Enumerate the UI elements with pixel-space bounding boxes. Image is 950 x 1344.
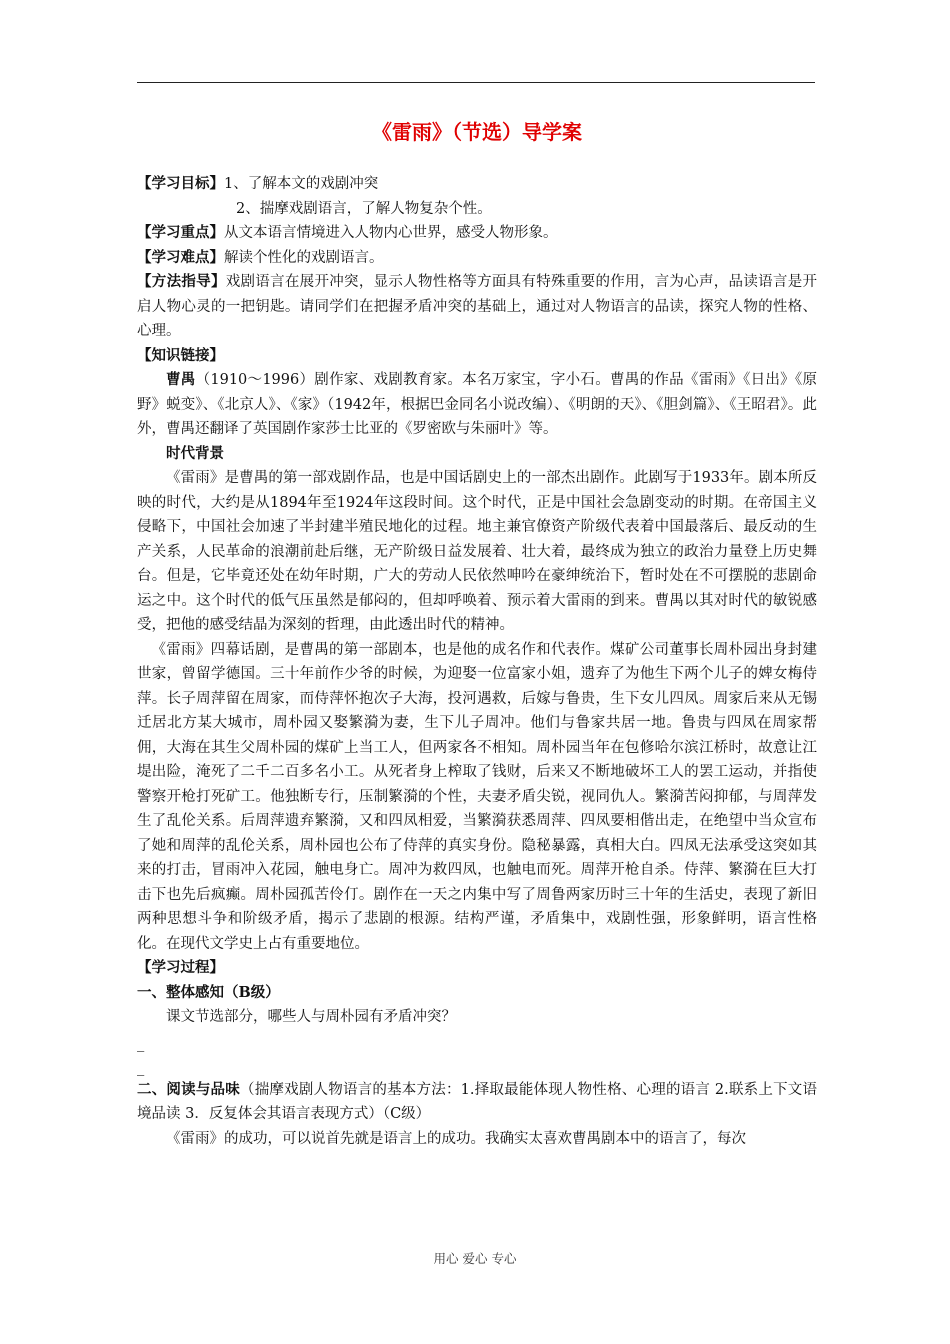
section2-title: 二、阅读与品味	[137, 1080, 240, 1098]
section2-text: （揣摩戏剧人物语言的基本方法：1.择取最能体现人物性格、心理的语言 2.联系上下文语境品读 3．反复体会其语言表现方式）（C级）	[137, 1081, 817, 1122]
method-text: 戏剧语言在展开冲突，显示人物性格等方面具有特殊重要的作用，言为心声，品读语言是开启人物心灵的一把钥匙。请同学们在把握矛盾冲突的基础上，通过对人物语言的品读，探究人物的性格、心理。	[137, 274, 817, 339]
goals-label: 【学习目标】	[137, 175, 224, 192]
focus-text: 从文本语言情境进入人物内心世界，感受人物形象。	[224, 225, 558, 241]
section2-body: 《雷雨》的成功，可以说首先就是语言上的成功。我确实太喜欢曹禺剧本中的语言了，每次	[166, 1130, 746, 1147]
plot-paragraph: 《雷雨》四幕话剧，是曹禺的第一部剧本，也是他的成名作和代表作。煤矿公司董事长周朴园出身封建世家，曾留学德国。三十年前作少爷的时候，为迎娶一位富家小姐，遗弃了为他生下两个儿子的婢女梅侍萍。长子周萍留在周家，而侍萍怀抱次子大海，投河遇救，后嫁与鲁贵，生下女儿四凤。周家后来从无锡迁居北方某大城市，周朴园又娶繁漪为妻，生下儿子周冲。他们与鲁家共居一地。鲁贵与四凤在周家帮佣，大海在其生父周朴园的煤矿上当工人，但两家各不相知。周朴园当年在包修哈尔滨江桥时，故意让江堤出险，淹死了二千二百多名小工。从死者身上榨取了钱财，后来又不断地破坏工人的罢工运动，并指使警察开枪打死矿工。他独断专行，压制繁漪的个性，夫妻矛盾尖锐，视同仇人。繁漪苦闷抑郁，与周萍发生了乱伦关系。后周萍遗弃繁漪，又和四凤相爱，当繁漪获悉周萍、四凤要相偕出走，在绝望中当众宣布了她和周萍的乱伦关系，周朴园也公布了侍萍的真实身份。隐秘暴露，真相大白。四凤无法承受这突如其来的打击，冒雨冲入花园，触电身亡。周冲为救四凤，也触电而死。周萍开枪自杀。侍萍、繁漪在巨大打击下也先后疯癫。周朴园孤苦伶仃。剧作在一天之内集中写了周鲁两家历时三十年的生活史，表现了新旧两种思想斗争和阶级矛盾，揭示了悲剧的根源。结构严谨，矛盾集中，戏剧性强，形象鲜明，语言性格化。在现代文学史上占有重要地位。	[137, 641, 817, 952]
knowledge-label: 【知识链接】	[137, 346, 224, 364]
section1-title: 一、整体感知（B级）	[137, 983, 280, 1001]
author-name: 曹禺	[166, 371, 196, 388]
method-label: 【方法指导】	[137, 273, 226, 290]
author-paragraph	[137, 368, 817, 442]
method-paragraph	[137, 270, 817, 344]
section2-paragraph	[137, 1078, 817, 1127]
focus-line	[137, 221, 817, 246]
author-text: （1910～1996）剧作家、戏剧教育家。本名万家宝，字小石。曹禺的作品《雷雨》《日出》《原野》蜕变》、《北京人》、《家》（1942年，根据巴金同名小说改编）、《明朗的天》、《胆剑篇》、《王昭君》。此外，曹禺还翻译了英国剧作家莎士比亚的《罗密欧与朱丽叶》等。	[137, 372, 817, 437]
process-label: 【学习过程】	[137, 959, 224, 976]
section1-question: 课文节选部分，哪些人与周朴园有矛盾冲突？	[166, 1009, 456, 1025]
difficulty-text: 解读个性化的戏剧语言。	[224, 249, 384, 266]
background-title: 时代背景	[166, 444, 224, 462]
goals-line-1	[137, 172, 817, 197]
page-footer: 用心 爱心 专心	[433, 1251, 517, 1266]
page-title: 《雷雨》（节选）导学案	[372, 120, 582, 144]
answer-blank-1[interactable]: _	[137, 1035, 145, 1052]
difficulty-label: 【学习难点】	[137, 248, 224, 266]
answer-blank-2[interactable]: _	[137, 1059, 145, 1076]
difficulty-line	[137, 246, 817, 271]
background-paragraph: 《雷雨》是曹禺的第一部戏剧作品，也是中国话剧史上的一部杰出剧作。此剧写于1933年。剧本所反映的时代，大约是从1894年至1924年这段时间。这个时代，正是中国社会急剧变动的时期。在帝国主义侵略下，中国社会加速了半封建半殖民地化的过程。地主兼官僚资产阶级代表着中国最落后、最反动的生产关系，人民革命的浪潮前赴后继，无产阶级日益发展着、壮大着，最终成为独立的政治力量登上历史舞台。但是，它毕竟还处在幼年时期，广大的劳动人民依然呻吟在豪绅统治下，暂时处在不可摆脱的悲剧命运之中。这个时代的低气压虽然是郁闷的，但却呼唤着、预示着大雷雨的到来。曹禺以其对时代的敏锐感受，把他的感受结晶为深刻的哲理，由此透出时代的精神。	[137, 470, 817, 633]
header-rule	[137, 82, 815, 83]
goals-item-2: 2、揣摩戏剧语言，了解人物复杂个性。	[236, 200, 492, 217]
goals-item-1: 1、了解本文的戏剧冲突	[224, 176, 379, 192]
focus-label: 【学习重点】	[137, 224, 224, 241]
document-body	[137, 118, 817, 1151]
